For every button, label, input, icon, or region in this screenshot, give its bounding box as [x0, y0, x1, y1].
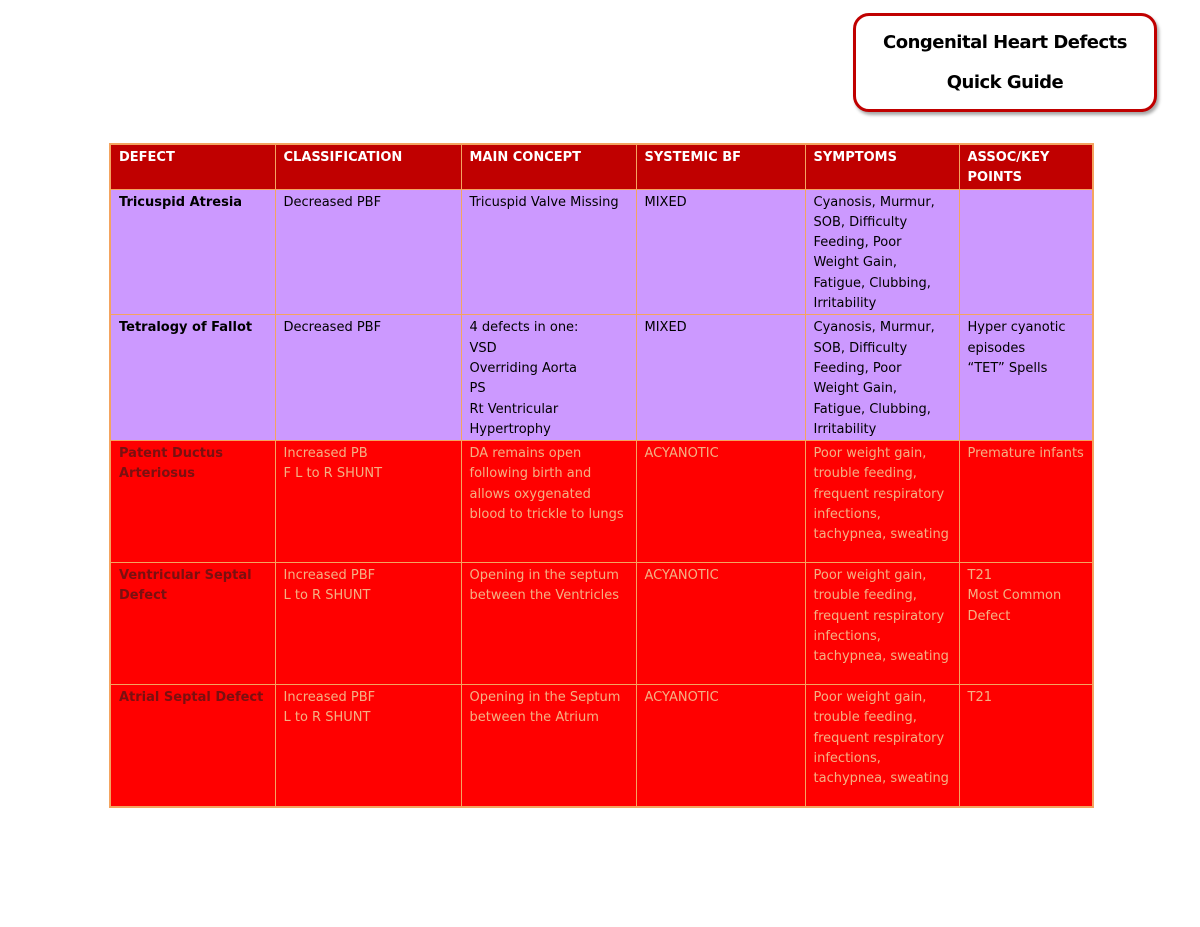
systemic-bf-cell: MIXED — [636, 315, 805, 441]
header-symptoms: SYMPTOMS — [805, 144, 959, 189]
symptoms-cell: Poor weight gain, trouble feeding, frequent respiratory infections, tachypnea, sweating — [805, 441, 959, 563]
header-main-concept: MAIN CONCEPT — [461, 144, 636, 189]
classification-cell: Increased PBF L to R SHUNT — [275, 563, 461, 685]
classification-cell: Increased PBF L to R SHUNT — [275, 685, 461, 807]
header-defect: DEFECT — [110, 144, 275, 189]
table-row — [110, 315, 1093, 441]
main-concept-cell: Tricuspid Valve Missing — [461, 189, 636, 315]
defect-cell: Patent Ductus Arteriosus — [110, 441, 275, 563]
table-row — [110, 441, 1093, 563]
key-points-cell: Hyper cyanotic episodes “TET” Spells — [959, 315, 1093, 441]
symptoms-cell: Cyanosis, Murmur, SOB, Difficulty Feeding, Poor Weight Gain, Fatigue, Clubbing, Irritability — [805, 315, 959, 441]
systemic-bf-cell: ACYANOTIC — [636, 685, 805, 807]
key-points-cell — [959, 189, 1093, 315]
header-classification: CLASSIFICATION — [275, 144, 461, 189]
title-box — [853, 13, 1157, 112]
classification-cell: Increased PB F L to R SHUNT — [275, 441, 461, 563]
classification-cell: Decreased PBF — [275, 189, 461, 315]
symptoms-cell: Poor weight gain, trouble feeding, frequent respiratory infections, tachypnea, sweating — [805, 563, 959, 685]
defect-cell: Tricuspid Atresia — [110, 189, 275, 315]
main-concept-cell: Opening in the Septum between the Atrium — [461, 685, 636, 807]
symptoms-cell: Cyanosis, Murmur, SOB, Difficulty Feeding, Poor Weight Gain, Fatigue, Clubbing, Irritability — [805, 189, 959, 315]
main-concept-cell: 4 defects in one: VSD Overriding Aorta PS Rt Ventricular Hypertrophy — [461, 315, 636, 441]
table-header-row — [110, 144, 1093, 189]
systemic-bf-cell: ACYANOTIC — [636, 441, 805, 563]
table-row — [110, 563, 1093, 685]
table-row — [110, 189, 1093, 315]
table-row — [110, 685, 1093, 807]
main-concept-cell: DA remains open following birth and allows oxygenated blood to trickle to lungs — [461, 441, 636, 563]
key-points-cell: Premature infants — [959, 441, 1093, 563]
defects-table — [109, 143, 1094, 808]
header-key-points: ASSOC/KEY POINTS — [959, 144, 1093, 189]
header-systemic-bf: SYSTEMIC BF — [636, 144, 805, 189]
systemic-bf-cell: ACYANOTIC — [636, 563, 805, 685]
defect-cell: Atrial Septal Defect — [110, 685, 275, 807]
title-line-1: Congenital Heart Defects — [883, 31, 1127, 53]
main-concept-cell: Opening in the septum between the Ventricles — [461, 563, 636, 685]
defect-cell: Tetralogy of Fallot — [110, 315, 275, 441]
classification-cell: Decreased PBF — [275, 315, 461, 441]
systemic-bf-cell: MIXED — [636, 189, 805, 315]
defect-cell: Ventricular Septal Defect — [110, 563, 275, 685]
key-points-cell: T21 — [959, 685, 1093, 807]
symptoms-cell: Poor weight gain, trouble feeding, frequent respiratory infections, tachypnea, sweating — [805, 685, 959, 807]
title-line-2: Quick Guide — [946, 71, 1064, 93]
key-points-cell: T21 Most Common Defect — [959, 563, 1093, 685]
